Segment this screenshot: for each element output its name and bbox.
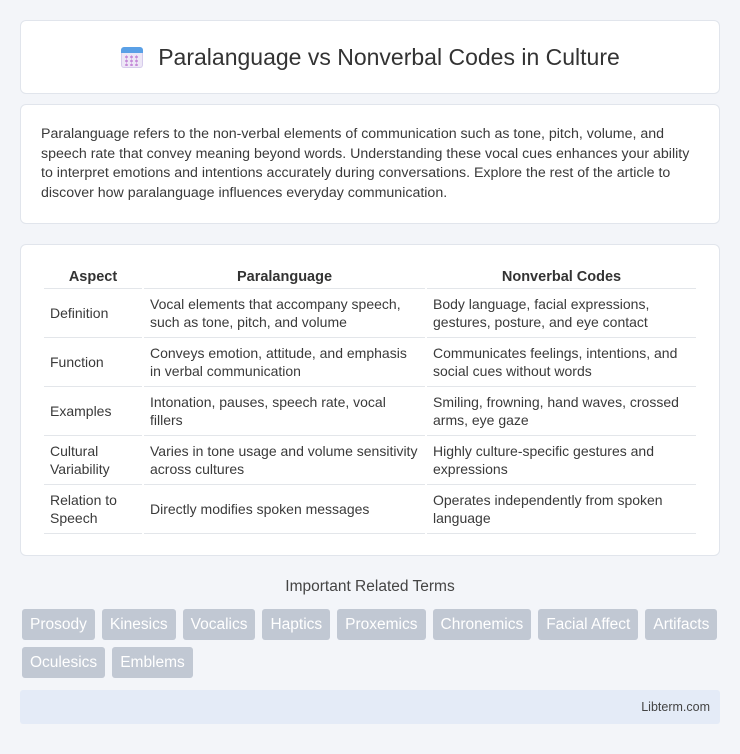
paralanguage-cell: Intonation, pauses, speech rate, vocal fillers: [144, 387, 425, 436]
aspect-cell: Definition: [44, 289, 142, 338]
term-tag[interactable]: Artifacts: [645, 609, 717, 640]
term-tag[interactable]: Prosody: [22, 609, 95, 640]
nonverbal-cell: Highly culture-specific gestures and expressions: [427, 436, 696, 485]
table-row: [44, 485, 696, 534]
term-tag[interactable]: Proxemics: [337, 609, 425, 640]
page-title: Paralanguage vs Nonverbal Codes in Culture: [158, 43, 620, 70]
comparison-table: [42, 265, 698, 534]
aspect-cell: Function: [44, 338, 142, 387]
nonverbal-cell: Smiling, frowning, hand waves, crossed arms, eye gaze: [427, 387, 696, 436]
header-aspect: Aspect: [44, 265, 142, 289]
paralanguage-cell: Directly modifies spoken messages: [144, 485, 425, 534]
nonverbal-cell: Body language, facial expressions, gestures, posture, and eye contact: [427, 289, 696, 338]
paralanguage-cell: Vocal elements that accompany speech, such as tone, pitch, and volume: [144, 289, 425, 338]
term-tag[interactable]: Haptics: [262, 609, 330, 640]
intro-text: Paralanguage refers to the non-verbal elements of communication such as tone, pitch, volume, and speech rate that convey meaning beyond words. Understanding these vocal cues enhances your ability to interpret emotions and intentions accurately during conversations. Explore the rest of the article to discover how paralanguage influences everyday communication.: [41, 126, 690, 201]
term-tag[interactable]: Oculesics: [22, 647, 105, 678]
related-terms-title: Important Related Terms: [285, 578, 455, 595]
paralanguage-cell: Conveys emotion, attitude, and emphasis in verbal communication: [144, 338, 425, 387]
header-paralanguage: Paralanguage: [144, 265, 425, 289]
footer: [20, 690, 720, 724]
related-terms-list: [22, 609, 722, 678]
table-row: [44, 338, 696, 387]
aspect-cell: Examples: [44, 387, 142, 436]
term-tag[interactable]: Kinesics: [102, 609, 176, 640]
header-nonverbal-codes: Nonverbal Codes: [427, 265, 696, 289]
footer-site-link[interactable]: Libterm.com: [641, 700, 710, 714]
term-tag[interactable]: Vocalics: [183, 609, 256, 640]
table-row: [44, 387, 696, 436]
term-tag[interactable]: Emblems: [112, 647, 193, 678]
intro-card: [20, 104, 720, 224]
aspect-cell: Cultural Variability: [44, 436, 142, 485]
comparison-table-card: [20, 244, 720, 556]
term-tag[interactable]: Chronemics: [433, 609, 532, 640]
table-header-row: [44, 265, 696, 289]
table-row: [44, 289, 696, 338]
nonverbal-cell: Communicates feelings, intentions, and social cues without words: [427, 338, 696, 387]
calendar-icon: [120, 45, 144, 69]
paralanguage-cell: Varies in tone usage and volume sensitivity across cultures: [144, 436, 425, 485]
table-row: [44, 436, 696, 485]
term-tag[interactable]: Facial Affect: [538, 609, 638, 640]
title-card: [20, 20, 720, 94]
nonverbal-cell: Operates independently from spoken language: [427, 485, 696, 534]
aspect-cell: Relation to Speech: [44, 485, 142, 534]
